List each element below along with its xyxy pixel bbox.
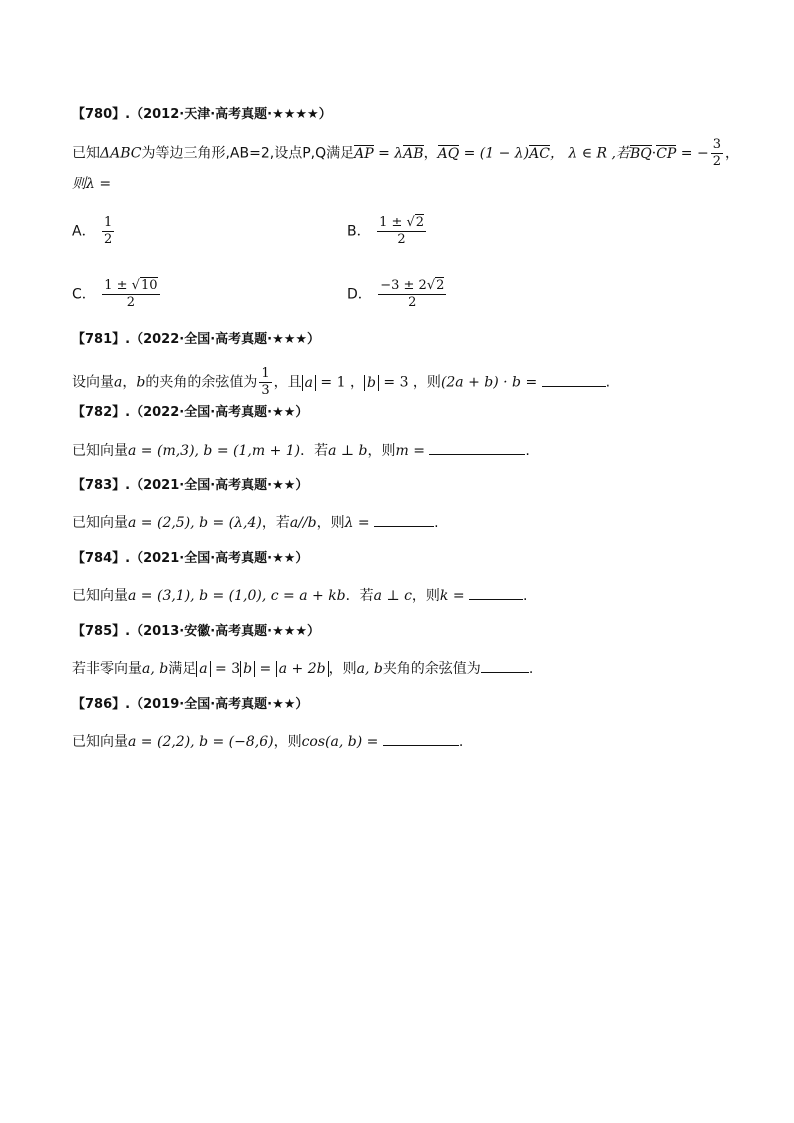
question-784-stem (72, 585, 528, 606)
q780-eq3: = − (676, 145, 709, 162)
q780-text-1: 已知 (72, 145, 100, 162)
q785-text-3: ，则 (328, 661, 357, 677)
q780-text-4: ， λ ∈ R ,若 (549, 145, 630, 162)
fraction-denominator: 2 (104, 232, 113, 247)
fraction-numerator: 3 (712, 137, 722, 152)
question-783-header: 【783】.（2021·全国·高考真题·★★） (72, 478, 309, 493)
q786-cos-expression: cos(a, b) = (301, 734, 379, 750)
question-785-stem (72, 658, 533, 679)
option-d-label: D． (347, 286, 372, 303)
option-b-label: B． (347, 223, 371, 240)
numerator-prefix: −3 ± 2 (380, 278, 427, 293)
abs-a: a (196, 661, 210, 677)
q780-text-3: ， (423, 145, 438, 162)
question-786-stem (72, 731, 463, 752)
answer-blank[interactable] (542, 372, 606, 387)
option-c-label: C． (72, 286, 96, 303)
vector-ac: AC (529, 145, 550, 162)
option-a[interactable] (72, 215, 116, 248)
question-783-stem (72, 512, 439, 533)
fraction-numerator (377, 215, 426, 232)
q785-text-2: 满足 (168, 661, 197, 677)
question-780-stem (72, 137, 739, 170)
q782-text-2: ．若 (300, 443, 329, 459)
fraction-denominator: 2 (712, 154, 722, 169)
q783-text-3: ，则 (316, 515, 345, 531)
option-d-value (378, 278, 446, 311)
fraction-denominator: 2 (408, 295, 417, 310)
q784-text-2: ．若 (345, 588, 374, 604)
q783-expression: a = (2,5), b = (λ,4) (128, 515, 262, 531)
abs-b: b (240, 661, 255, 677)
q781-expression: (2a + b) · b = (440, 374, 538, 391)
fraction-numerator: 1 (104, 215, 113, 230)
option-b[interactable] (347, 215, 428, 248)
q780-eq1: = λ (373, 145, 404, 162)
q782-expression: a = (m,3), b = (1,m + 1) (128, 443, 301, 459)
vector-bq: BQ (630, 145, 652, 162)
question-782-header: 【782】.（2022·全国·高考真题·★★） (72, 405, 309, 420)
q786-text-1: 已知向量 (72, 734, 128, 750)
question-780-stem-line2 (72, 174, 111, 194)
fraction-numerator: 1 (261, 366, 270, 381)
sqrt-sign: √ (406, 215, 415, 230)
radicand: 10 (140, 278, 158, 293)
vector-cp: CP (656, 145, 677, 162)
q782-text-3: ，则 (367, 443, 396, 459)
q786-text-2: ，则 (273, 734, 302, 750)
q783-text-1: 已知向量 (72, 515, 128, 531)
numerator-prefix: 1 ± (379, 215, 407, 230)
answer-blank[interactable] (469, 585, 523, 600)
q781-eq2: = 3 ，则 (378, 374, 441, 391)
option-b-value (377, 215, 426, 248)
q785-eq2: = (255, 661, 276, 677)
numerator-prefix: 1 ± (104, 278, 132, 293)
fraction-denominator: 3 (261, 383, 270, 398)
vector-b: b (136, 374, 146, 391)
vector-aq: AQ (437, 145, 460, 162)
q781-text-2: ， (122, 374, 137, 391)
q782-text-1: 已知向量 (72, 443, 128, 459)
q780-text-5: ， (725, 145, 740, 162)
q784-end: . (523, 588, 528, 604)
option-a-value (102, 215, 114, 248)
q785-eq1: = 3 (210, 661, 241, 677)
q783-condition: a//b (289, 515, 317, 531)
answer-blank[interactable] (383, 731, 459, 746)
q781-fraction (259, 366, 271, 399)
answer-blank[interactable] (429, 440, 525, 455)
question-784-header: 【784】.（2021·全国·高考真题·★★） (72, 551, 309, 566)
fraction-numerator (102, 278, 159, 295)
q782-variable: m = (395, 443, 425, 459)
question-786-header: 【786】.（2019·全国·高考真题·★★） (72, 697, 309, 712)
fraction-denominator: 2 (397, 232, 406, 247)
q780-eq2: = (1 − λ) (459, 145, 530, 162)
q786-end: . (458, 734, 464, 750)
option-c[interactable] (72, 278, 162, 311)
sqrt-sign: √ (131, 278, 140, 293)
fraction-numerator (378, 278, 446, 295)
q784-text-1: 已知向量 (72, 588, 128, 604)
fraction-denominator: 2 (126, 295, 136, 310)
sqrt-sign: √ (426, 278, 436, 293)
q784-expression: a = (3,1), b = (1,0), c = a + kb (128, 588, 346, 604)
q785-vectors-2: a, b (356, 661, 383, 677)
question-782-stem (72, 440, 530, 461)
radicand: 2 (436, 278, 445, 293)
option-d[interactable] (347, 278, 448, 311)
q784-condition: a ⊥ c (373, 588, 412, 604)
abs-a: a (302, 375, 316, 391)
vector-ab: AB (403, 145, 424, 162)
abs-a-plus-2b: a + 2b (276, 661, 329, 677)
q782-end: . (525, 443, 530, 459)
q784-text-3: ，则 (411, 588, 440, 604)
q780-triangle: ΔABC (100, 145, 142, 162)
abs-b: b (364, 375, 379, 391)
q781-text-4: ，且 (273, 374, 302, 391)
answer-blank[interactable] (374, 512, 434, 527)
q781-end: . (605, 374, 611, 391)
q783-text-2: ，若 (261, 515, 290, 531)
q781-eq1: = 1 ， (315, 374, 364, 391)
answer-blank[interactable] (481, 658, 529, 673)
q780-ask: 则λ = (72, 176, 112, 192)
q785-text-1: 若非零向量 (72, 661, 142, 677)
q785-end: . (528, 661, 534, 677)
question-781-header: 【781】.（2022·全国·高考真题·★★★） (72, 332, 321, 347)
radicand: 2 (415, 215, 425, 230)
option-c-value (102, 278, 159, 311)
q780-dot: · (651, 145, 657, 162)
q782-condition: a ⊥ b (328, 443, 368, 459)
q785-vectors: a, b (142, 661, 169, 677)
q786-expression: a = (2,2), b = (−8,6) (128, 734, 274, 750)
q784-variable: k = (439, 588, 465, 604)
vector-ap: AP (354, 145, 374, 162)
q780-fraction (711, 137, 723, 170)
q781-text-3: 的夹角的余弦值为 (145, 374, 258, 391)
vector-a: a (114, 374, 123, 391)
q781-text-1: 设向量 (72, 374, 114, 391)
q785-text-4: 夹角的余弦值为 (382, 661, 481, 677)
question-785-header: 【785】.（2013·安徽·高考真题·★★★） (72, 624, 321, 639)
question-781-stem (72, 366, 610, 399)
q780-text-2: 为等边三角形,AB=2,设点P,Q满足 (141, 145, 355, 162)
q783-variable: λ = (344, 515, 370, 531)
question-780-header: 【780】.（2012·天津·高考真题·★★★★） (72, 107, 332, 122)
q783-end: . (434, 515, 439, 531)
option-a-label: A． (72, 223, 96, 240)
